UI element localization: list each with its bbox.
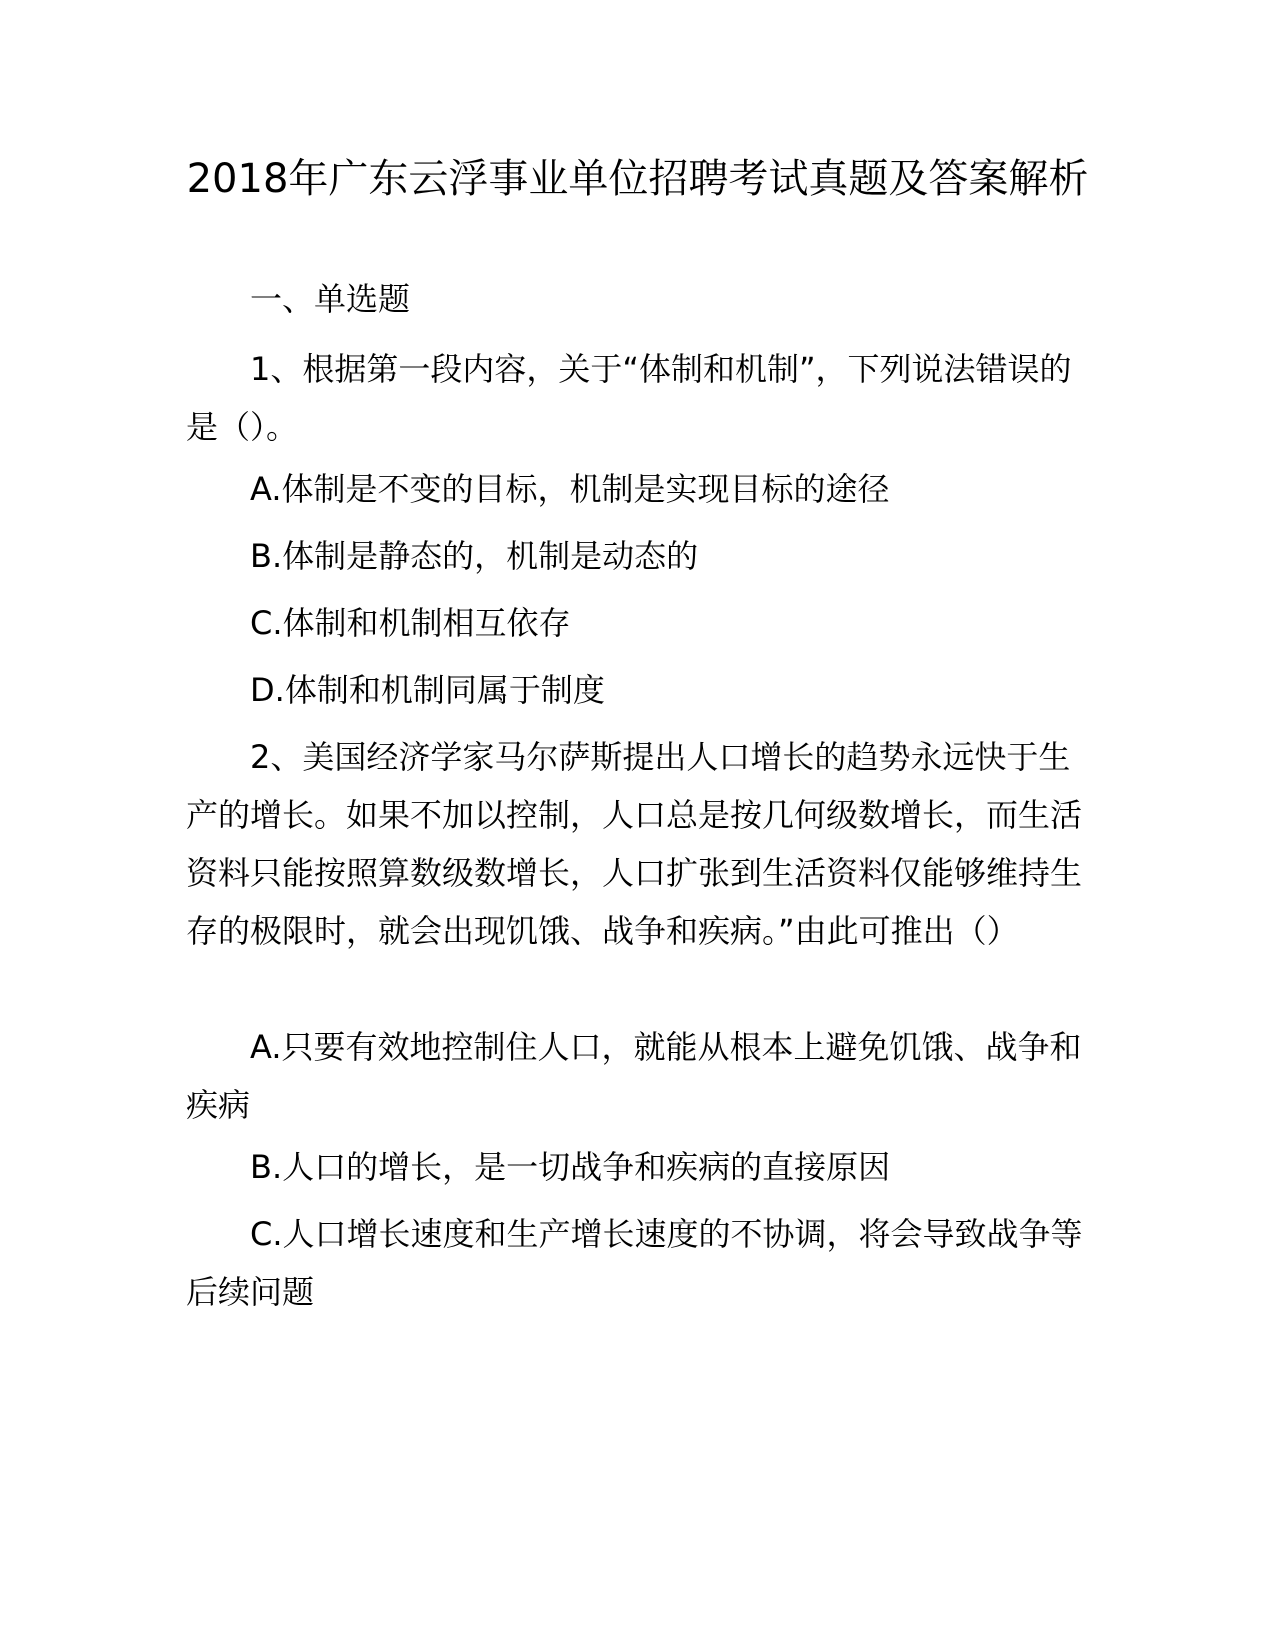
question-2-option-b: B.人口的增长，是一切战争和疾病的直接原因 [250,1148,891,1186]
question-2-option-c: C.人口增长速度和生产增长速度的不协调，将会导致战争等后续问题 [186,1215,1083,1311]
question-2-stem: 2、美国经济学家马尔萨斯提出人口增长的趋势永远快于生产的增长。如果不加以控制，人口总是按几何级数增长，而生活资料只能按照算数级数增长，人口扩张到生活资料仅能够维持生存的极限时，就会出现饥饿、战争和疾病。”由此可推出（） [186,738,1083,950]
question-1-option-c: C.体制和机制相互依存 [250,604,571,642]
document-title: 2018年广东云浮事业单位招聘考试真题及答案解析 [186,156,1089,202]
question-1-option-d: D.体制和机制同属于制度 [250,671,605,709]
question-1-option-b: B.体制是静态的，机制是动态的 [250,537,699,575]
question-1-option-a: A.体制是不变的目标，机制是实现目标的途径 [250,470,890,508]
question-1-stem: 1、根据第一段内容，关于“体制和机制”，下列说法错误的是（）。 [186,350,1072,446]
section-heading: 一、单选题 [250,280,411,318]
question-2-option-a: A.只要有效地控制住人口，就能从根本上避免饥饿、战争和疾病 [186,1028,1082,1124]
